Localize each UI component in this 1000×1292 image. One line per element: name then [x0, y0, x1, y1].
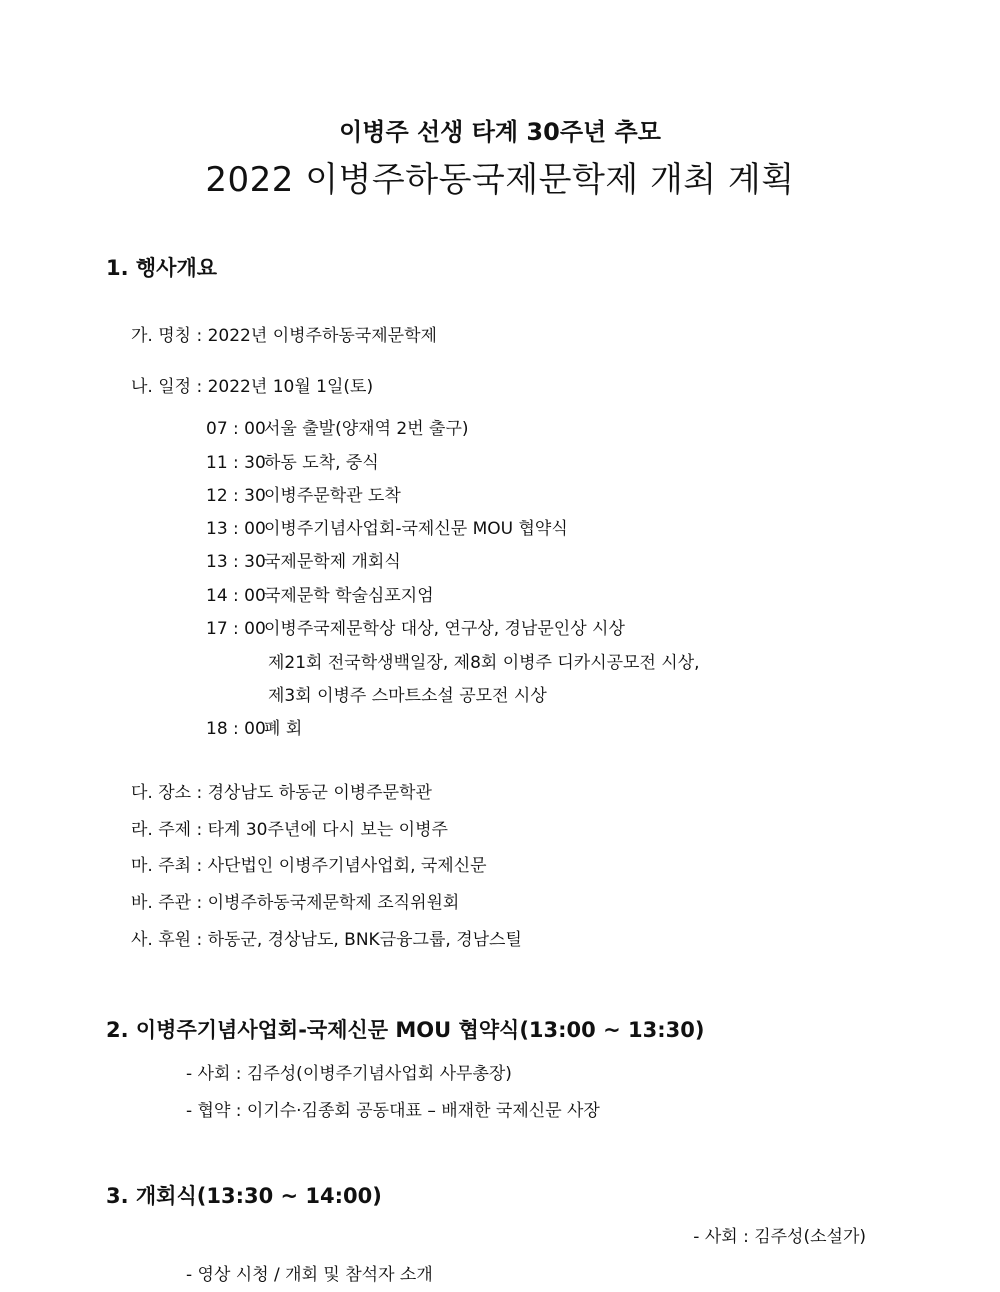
schedule-text: 하동 도착, 중식 [264, 453, 379, 473]
schedule-text: 이병주국제문학상 대상, 연구상, 경남문인상 시상 [264, 619, 625, 639]
schedule-time: 18 : 00 [206, 719, 266, 739]
event-organizer: 바. 주관 : 이병주하동국제문학제 조직위원회 [131, 893, 460, 913]
event-date: 나. 일정 : 2022년 10월 1일(토) [131, 377, 374, 397]
schedule-row [206, 448, 379, 473]
document-subtitle: 이병주 선생 타계 30주년 추모 [339, 118, 661, 146]
schedule-time: 07 : 00 [206, 419, 266, 439]
mou-agreement: - 협약 : 이기수·김종회 공동대표 – 배재한 국제신문 사장 [186, 1101, 600, 1121]
schedule-row [206, 714, 302, 739]
opening-mc: - 사회 : 김주성(소설가) [693, 1227, 866, 1247]
event-sponsor: 사. 후원 : 하동군, 경상남도, BNK금융그룹, 경남스틸 [131, 930, 522, 950]
schedule-row [206, 581, 434, 606]
document-title: 2022 이병주하동국제문학제 개최 계획 [205, 160, 795, 200]
schedule-continuation: 제3회 이병주 스마트소설 공모전 시상 [268, 686, 547, 706]
schedule-continuation: 제21회 전국학생백일장, 제8회 이병주 디카시공모전 시상, [268, 653, 700, 673]
schedule-time: 13 : 30 [206, 552, 266, 572]
section-2-heading: 2. 이병주기념사업회-국제신문 MOU 협약식(13:00 ~ 13:30) [106, 1018, 705, 1042]
schedule-text: 폐 회 [264, 719, 303, 739]
event-host: 마. 주최 : 사단법인 이병주기념사업회, 국제신문 [131, 856, 487, 876]
schedule-text: 서울 출발(양재역 2번 출구) [264, 419, 469, 439]
schedule-row [206, 514, 568, 539]
schedule-text: 국제문학제 개회식 [264, 552, 401, 572]
event-name: 가. 명칭 : 2022년 이병주하동국제문학제 [131, 326, 437, 346]
event-place: 다. 장소 : 경상남도 하동군 이병주문학관 [131, 783, 432, 803]
schedule-text: 이병주문학관 도착 [264, 486, 401, 506]
schedule-time: 14 : 00 [206, 586, 266, 606]
schedule-row [206, 614, 625, 639]
event-theme: 라. 주제 : 타계 30주년에 다시 보는 이병주 [131, 820, 448, 840]
schedule-text: 국제문학 학술심포지엄 [264, 586, 434, 606]
schedule-row [206, 547, 401, 572]
schedule-text: 이병주기념사업회-국제신문 MOU 협약식 [264, 519, 568, 539]
schedule-time: 17 : 00 [206, 619, 266, 639]
opening-video: - 영상 시청 / 개회 및 참석자 소개 [186, 1265, 433, 1285]
schedule-time: 13 : 00 [206, 519, 266, 539]
mou-mc: - 사회 : 김주성(이병주기념사업회 사무총장) [186, 1064, 512, 1084]
section-1-heading: 1. 행사개요 [106, 256, 218, 280]
schedule-time: 12 : 30 [206, 486, 266, 506]
schedule-row [206, 414, 469, 439]
section-3-heading: 3. 개회식(13:30 ~ 14:00) [106, 1184, 382, 1208]
schedule-row [206, 481, 401, 506]
schedule-time: 11 : 30 [206, 453, 266, 473]
